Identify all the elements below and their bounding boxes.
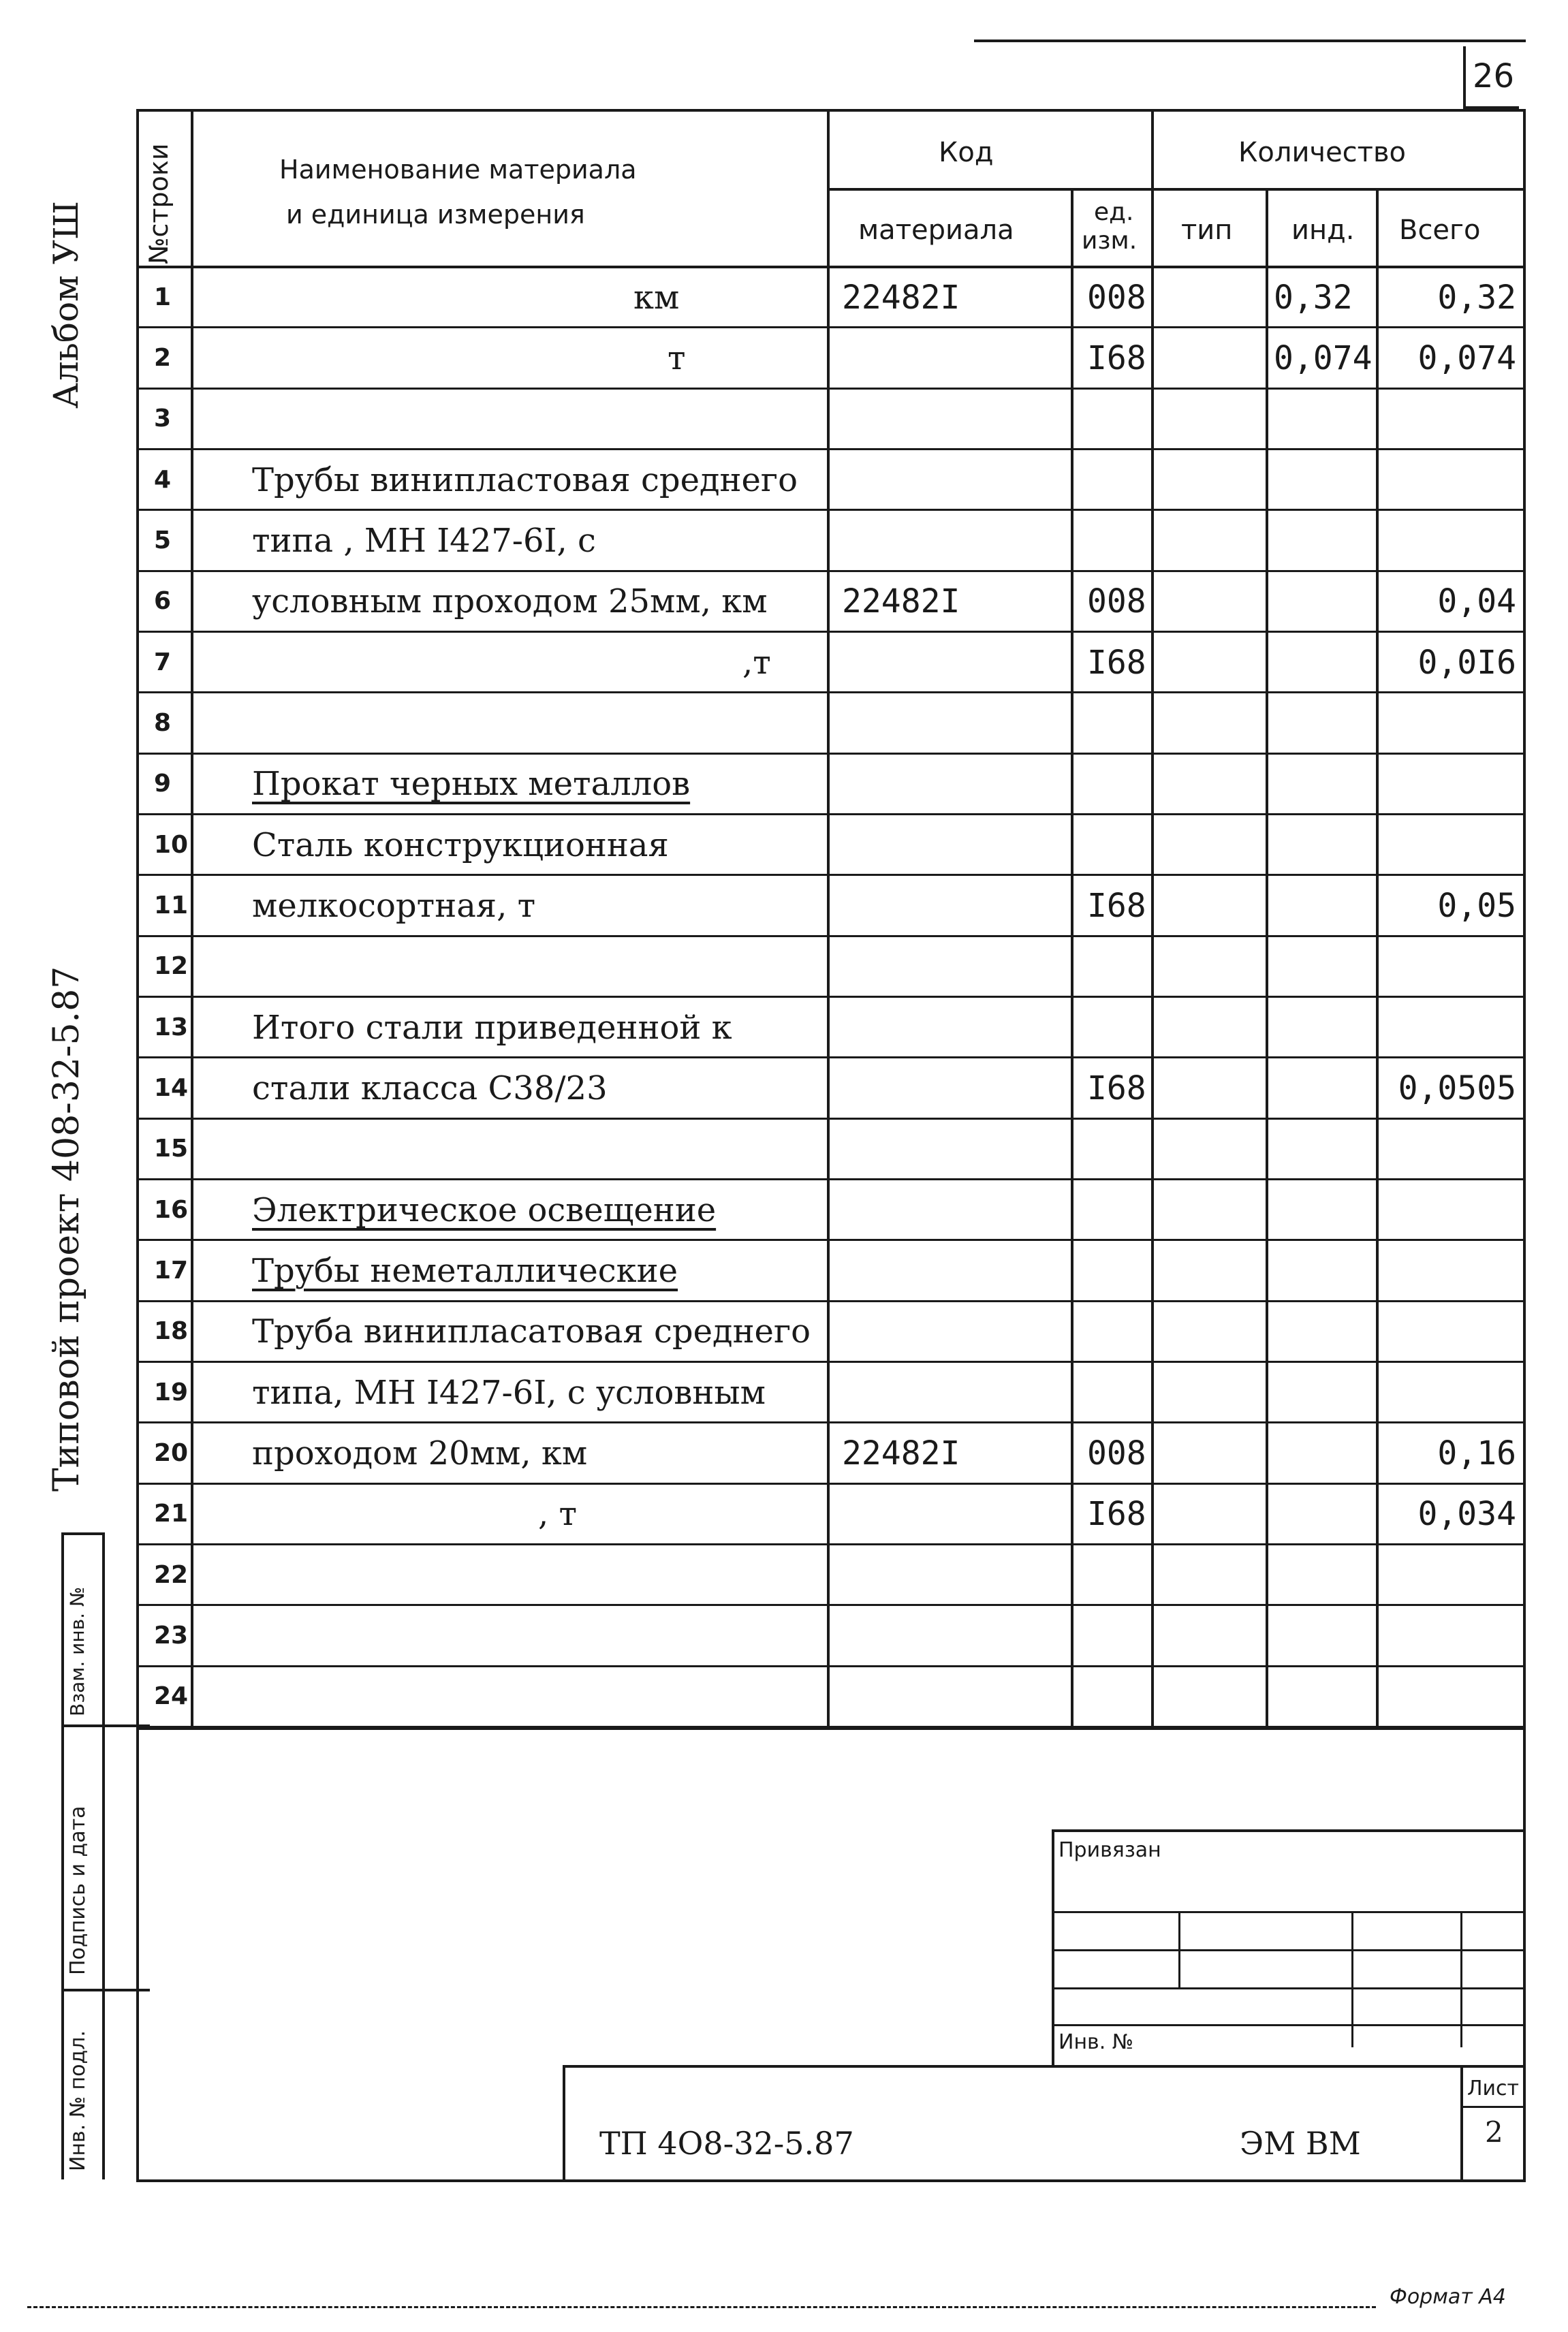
row-total: 0,034 [1417, 1495, 1516, 1534]
row-number: 8 [154, 708, 172, 737]
row-number: 19 [154, 1378, 189, 1406]
doc-code: ТП 4О8-32-5.87 [599, 2125, 854, 2162]
row-name: типа, МН I427-6I, с условным [252, 1373, 766, 1412]
row-unit: I68 [1087, 1069, 1146, 1107]
row-number: 17 [154, 1256, 189, 1285]
stamp-col-1 [1178, 1911, 1180, 1987]
row-name: т [668, 338, 686, 377]
row-unit: 008 [1087, 1434, 1146, 1472]
stamp-col-2 [1351, 1911, 1353, 2047]
header-ind: инд. [1291, 215, 1355, 246]
format-label: Формат А4 [1390, 2285, 1506, 2309]
row-name: стали класса С38/23 [252, 1069, 608, 1107]
table-row [0, 1605, 1526, 1666]
table-row [0, 997, 1526, 1058]
row-name: условным проходом 25мм, км [252, 582, 768, 621]
top-rule [974, 40, 1526, 42]
header-quantity: Количество [1238, 137, 1407, 168]
doc-mark: ЭМ ВМ [1240, 2125, 1361, 2162]
row-total: 0,04 [1437, 582, 1516, 621]
row-number: 13 [154, 1013, 189, 1041]
signature-date-label: Подпись и дата [66, 1806, 90, 1975]
stamp-line-2 [1052, 1949, 1526, 1951]
table-row [0, 754, 1526, 815]
title-block-left [563, 2065, 565, 2181]
table-row [0, 1423, 1526, 1483]
row-number: 5 [154, 526, 172, 554]
table-row [0, 328, 1526, 388]
stamp-col-3 [1460, 1911, 1462, 2047]
project-label: Типовой проект 408-32-5.87 [46, 966, 87, 1492]
row-number: 23 [154, 1621, 189, 1650]
sheet-number-border [1463, 46, 1466, 109]
row-code: 22482I [842, 1434, 960, 1472]
sheet-value: 2 [1485, 2115, 1503, 2149]
title-block-sheet-line [1460, 2106, 1526, 2108]
row-name: км [633, 278, 680, 317]
album-label: Альбом УШ [46, 200, 86, 409]
row-unit: I68 [1087, 643, 1146, 682]
bottom-dashed-rule [27, 2306, 1376, 2308]
row-number: 2 [154, 343, 172, 372]
row-total: 0,074 [1417, 338, 1516, 377]
header-tip: тип [1181, 215, 1233, 246]
header-total: Всего [1399, 215, 1481, 246]
row-name: Труба винипласатовая среднего [252, 1312, 811, 1351]
header-unit-line1: ед. [1094, 198, 1134, 226]
row-name: ,т [742, 643, 771, 682]
stamp-privyazan: Привязан [1059, 1838, 1161, 1862]
row-number: 16 [154, 1195, 189, 1224]
table-row [0, 450, 1526, 510]
row-total: 0,0505 [1398, 1069, 1516, 1107]
inv-podl-label: Инв. № подл. [66, 2030, 90, 2171]
stamp-line-1 [1052, 1911, 1526, 1913]
row-unit: I68 [1087, 338, 1146, 377]
row-name: Сталь конструкционная [252, 825, 669, 864]
table-row [0, 510, 1526, 571]
row-number: 3 [154, 405, 172, 433]
table-row [0, 1240, 1526, 1301]
table-row [0, 1667, 1526, 1727]
row-number: 18 [154, 1317, 189, 1346]
header-name-line2: и единица измерения [286, 200, 585, 230]
row-unit: I68 [1087, 886, 1146, 925]
sheet-label: Лист [1467, 2077, 1520, 2100]
table-row [0, 1545, 1526, 1605]
row-name: мелкосортная, т [252, 886, 536, 925]
sheet-number: 26 [1473, 57, 1515, 95]
table-row [0, 1302, 1526, 1362]
stamp-line-3 [1052, 1987, 1526, 1989]
row-name: , т [538, 1495, 578, 1534]
stamp-line-4 [1052, 2024, 1526, 2026]
row-number: 20 [154, 1438, 189, 1467]
table-row [0, 936, 1526, 997]
vzam-inv-label: Взам. инв. № [66, 1586, 89, 1716]
title-block-sheet-sep [1460, 2065, 1463, 2181]
header-material: материала [858, 215, 1014, 246]
row-number: 9 [154, 770, 172, 798]
header-code: Код [939, 137, 994, 168]
row-number: 12 [154, 952, 189, 981]
row-name: проходом 20мм, км [252, 1434, 588, 1472]
row-total: 0,32 [1437, 278, 1516, 317]
table-row [0, 815, 1526, 875]
table-row [0, 1058, 1526, 1118]
table-row [0, 1119, 1526, 1180]
table-row [0, 693, 1526, 753]
table-top-border [136, 109, 1526, 112]
row-code: 22482I [842, 278, 960, 317]
row-number: 24 [154, 1682, 189, 1711]
row-total: 0,16 [1437, 1434, 1516, 1472]
stamp-privyazan-left [1052, 1829, 1054, 2068]
stamp-privyazan-top [1052, 1829, 1526, 1832]
row-number: 10 [154, 830, 189, 859]
header-mid-line [827, 188, 1526, 191]
row-ind: 0,32 [1274, 278, 1353, 317]
row-code: 22482I [842, 582, 960, 621]
row-name: Прокат черных металлов [252, 765, 691, 804]
table-row [0, 632, 1526, 693]
row-name: Итого стали приведенной к [252, 1008, 732, 1047]
row-number: 11 [154, 891, 189, 919]
row-unit: I68 [1087, 1495, 1146, 1534]
header-name-line1: Наименование материала [279, 155, 637, 185]
table-row [0, 1362, 1526, 1423]
row-number: 22 [154, 1560, 189, 1589]
table-row [0, 389, 1526, 450]
row-total: 0,05 [1437, 886, 1516, 925]
row-name: типа , МН I427-6I, с [252, 521, 596, 560]
header-row-no: №строки [144, 143, 174, 264]
row-number: 6 [154, 587, 172, 616]
title-block-top [563, 2065, 1526, 2068]
row-number: 15 [154, 1135, 189, 1163]
row-name: Трубы неметаллические [252, 1251, 678, 1290]
stamp-inv-no: Инв. № [1059, 2030, 1134, 2054]
row-name: Электрическое освещение [252, 1191, 717, 1229]
table-row [0, 875, 1526, 936]
row-number: 7 [154, 648, 172, 676]
row-unit: 008 [1087, 278, 1146, 317]
row-number: 4 [154, 465, 172, 494]
row-ind: 0,074 [1274, 338, 1373, 377]
row-unit: 008 [1087, 582, 1146, 621]
row-number: 1 [154, 283, 172, 311]
page-bottom-line [136, 2179, 1526, 2182]
row-number: 14 [154, 1073, 189, 1102]
row-name: Трубы винипластовая среднего [252, 460, 798, 499]
row-total: 0,0I6 [1417, 643, 1516, 682]
table-row [0, 1484, 1526, 1545]
header-unit-line2: изм. [1082, 227, 1138, 255]
table-row [0, 267, 1526, 328]
row-number: 21 [154, 1500, 189, 1528]
table-row [0, 1180, 1526, 1240]
table-row [0, 571, 1526, 632]
